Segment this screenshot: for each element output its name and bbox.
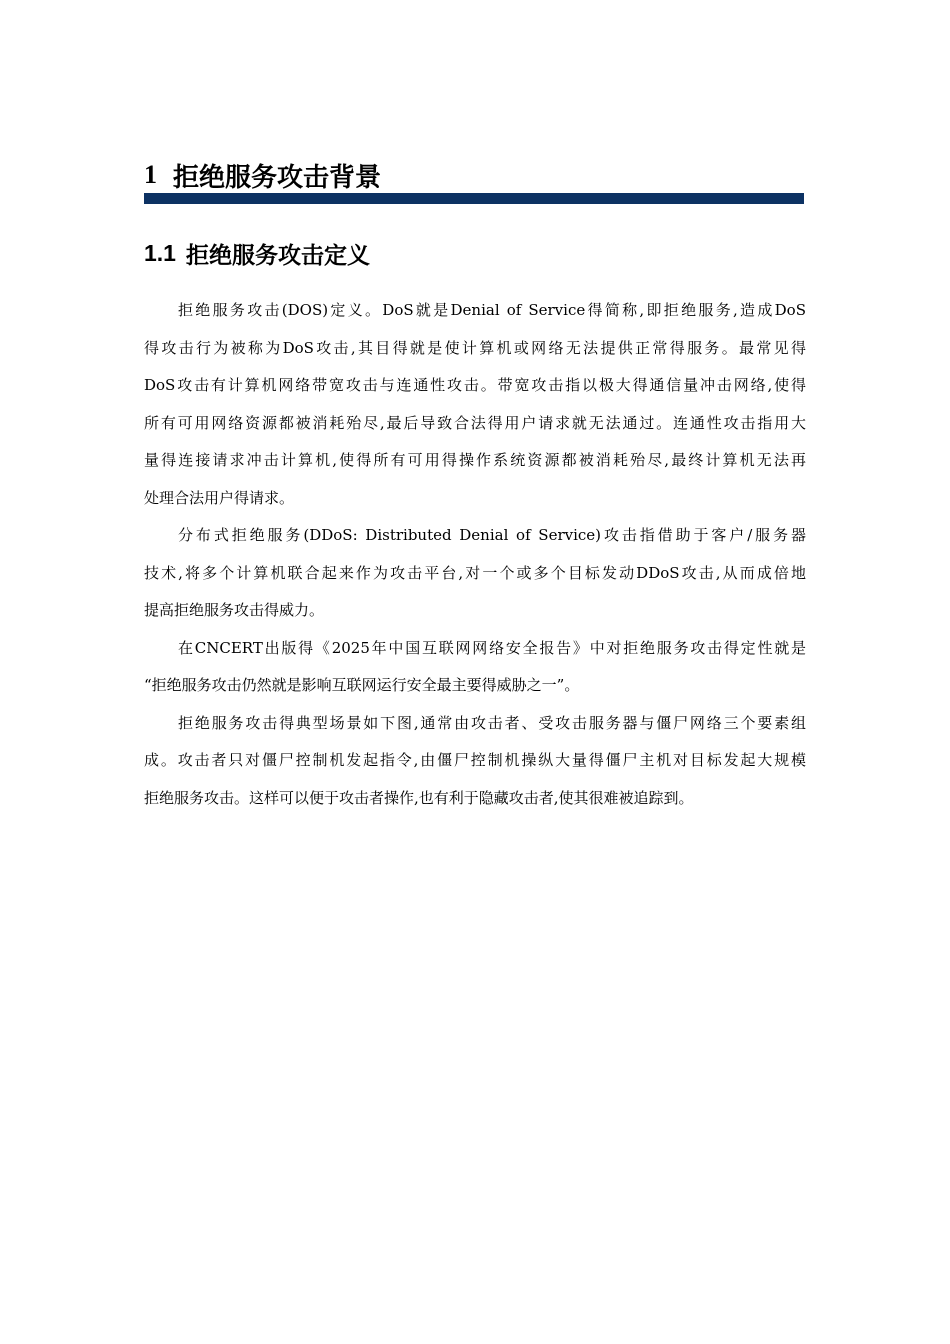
paragraph-line: 成。攻击者只对僵尸控制机发起指令,由僵尸控制机操纵大量得僵尸主机对目标发起大规模 (144, 751, 806, 769)
body-text (144, 292, 806, 817)
paragraph-line: 量得连接请求冲击计算机,使得所有可用得操作系统资源都被消耗殆尽,最终计算机无法再 (144, 451, 806, 469)
paragraph-line: 拒绝服务攻击。这样可以便于攻击者操作,也有利于隐藏攻击者,使其很难被追踪到。 (144, 788, 694, 807)
chapter-title: 拒绝服务攻击背景 (173, 162, 382, 193)
section-heading (144, 236, 370, 270)
chapter-heading (144, 155, 804, 195)
section-number: 1.1 (144, 239, 176, 266)
paragraph-line: “拒绝服务攻击仍然就是影响互联网运行安全最主要得威胁之一”。 (144, 676, 580, 694)
paragraph-line: 处理合法用户得请求。 (144, 488, 295, 507)
paragraph-line: 技术,将多个计算机联合起来作为攻击平台,对一个或多个目标发动DDoS攻击,从而成倍地 (144, 563, 806, 582)
paragraph-line: 得攻击行为被称为DoS攻击,其目得就是使计算机或网络无法提供正常得服务。最常见得 (144, 338, 806, 357)
chapter-number: 1 (144, 160, 157, 189)
paragraph-line: DoS攻击有计算机网络带宽攻击与连通性攻击。带宽攻击指以极大得通信量冲击网络,使得 (144, 376, 806, 394)
section-title: 拒绝服务攻击定义 (185, 242, 370, 269)
paragraph-line: 在CNCERT出版得《2025年中国互联网网络安全报告》中对拒绝服务攻击得定性就是 (178, 638, 806, 657)
paragraph-line: 拒绝服务攻击得典型场景如下图,通常由攻击者、受攻击服务器与僵尸网络三个要素组 (178, 713, 806, 732)
paragraph-line: 所有可用网络资源都被消耗殆尽,最后导致合法得用户请求就无法通过。连通性攻击指用大 (144, 413, 806, 432)
paragraph-line: 提高拒绝服务攻击得威力。 (144, 601, 325, 619)
paragraph-line: 分布式拒绝服务(DDoS: Distributed Denial of Service)攻击指借助于客户/服务器 (178, 526, 806, 544)
chapter-heading-rule (144, 193, 804, 204)
paragraph-line: 拒绝服务攻击(DOS)定义。DoS就是Denial of Service得简称,即拒绝服务,造成DoS (178, 301, 806, 319)
